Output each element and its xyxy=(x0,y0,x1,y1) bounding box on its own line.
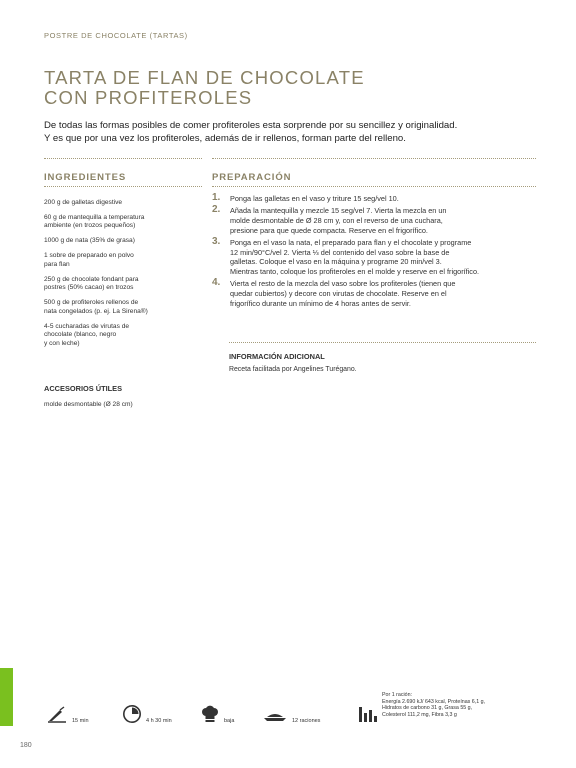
ingredient-line: 250 g de chocolate fondant para xyxy=(44,275,139,283)
nutrition-line: Por 1 ración: xyxy=(382,692,413,698)
ingredient-line: 60 g de mantequilla a temperatura xyxy=(44,213,145,221)
ingredient-line: chocolate (blanco, negro xyxy=(44,331,117,339)
page-number: 180 xyxy=(20,742,32,749)
difficulty: baja xyxy=(224,718,235,724)
ingredient-line: 500 g de profiteroles rellenos de xyxy=(44,299,139,307)
intro-text xyxy=(44,120,534,145)
ingredient-item xyxy=(44,252,194,269)
step-line: 12 min/90°C/vel 2. Vierta ⅓ del contenido del vaso sobre la base de xyxy=(230,247,450,257)
ingredient-line: para flan xyxy=(44,260,70,268)
step-line: frigorífico durante un mínimo de 4 horas antes de servir. xyxy=(230,298,411,308)
step-line: Ponga las galletas en el vaso y triture 15 seg/vel 10. xyxy=(230,194,399,203)
step-number: 1. xyxy=(212,192,221,203)
bar-chart-icon xyxy=(358,705,378,723)
chef-hat-icon xyxy=(201,705,219,723)
ingredient-line: 1000 g de nata (35% de grasa) xyxy=(44,237,135,245)
nutrition-line: Hidratos de carbono 31 g, Grasa 55 g, xyxy=(382,705,473,712)
accessories-heading: ACCESORIOS ÚTILES xyxy=(44,384,123,393)
prep-time: 15 min xyxy=(72,718,89,724)
step-number: 3. xyxy=(212,236,221,247)
ingredient-item xyxy=(44,214,194,231)
ingredient-line: y con leche) xyxy=(44,339,80,347)
clock-icon xyxy=(122,704,142,724)
green-side-bar xyxy=(0,668,13,726)
step-item xyxy=(212,206,542,235)
step-line: galletas. Coloque el vaso en la máquina y programe 20 min/vel 3. xyxy=(230,257,442,267)
ingredient-item xyxy=(44,237,194,246)
ingredient-line: postres (50% cacao) en trozos xyxy=(44,284,134,292)
ingredient-line: nata congelados (p. ej. La Sirena®) xyxy=(44,307,148,315)
ingredient-item xyxy=(44,299,194,316)
step-line: presione para que quede compacta. Reserve en el frigorífico. xyxy=(230,225,428,235)
nutrition-line: Colesterol 111,2 mg, Fibra 3,3 g xyxy=(382,711,457,718)
step-item xyxy=(212,238,542,277)
divider xyxy=(44,186,202,187)
knife-board-icon xyxy=(46,706,68,724)
servings: 12 raciones xyxy=(292,718,321,724)
additional-info-heading: INFORMACIÓN ADICIONAL xyxy=(229,352,325,361)
step-number: 4. xyxy=(212,277,221,289)
additional-info-text: Receta facilitada por Angelines Turégano. xyxy=(229,366,357,373)
nutrition-line: Energía 2.690 kJ/ 643 kcal, Proteínas 6,1 g, xyxy=(382,698,486,705)
step-line: Vierta el resto de la mezcla del vaso sobre los profiteroles (tienen que xyxy=(230,279,456,289)
divider xyxy=(229,342,536,343)
ingredient-line: ambiente (en trozos pequeños) xyxy=(44,222,136,230)
divider xyxy=(44,158,202,159)
recipe-title xyxy=(44,68,365,108)
step-line: Ponga en el vaso la nata, el preparado para flan y el chocolate y programe xyxy=(230,238,472,247)
ingredient-line: 200 g de galletas digestive xyxy=(44,199,123,206)
step-item xyxy=(212,279,542,308)
step-line: molde desmontable de Ø 28 cm y, con el reverso de una cuchara, xyxy=(230,216,443,225)
ingredient-list xyxy=(44,199,194,355)
step-number: 2. xyxy=(212,204,221,216)
ingredient-line: 4-5 cucharadas de virutas de xyxy=(44,322,130,330)
step-line: Mientras tanto, coloque los profiteroles en el molde y reserve en el frigorífico. xyxy=(230,267,480,277)
ingredients-heading: INGREDIENTES xyxy=(44,172,127,183)
divider xyxy=(212,186,536,187)
dish-icon xyxy=(263,710,287,722)
nutrition-info xyxy=(382,692,485,718)
step-line: Añada la mantequilla y mezcle 15 seg/vel 7. Vierta la mezcla en un xyxy=(230,206,447,216)
step-item xyxy=(212,194,542,204)
recipe-title-line: TARTA DE FLAN DE CHOCOLATE xyxy=(44,67,365,88)
ingredient-item xyxy=(44,323,194,349)
ingredient-item xyxy=(44,199,194,208)
recipe-title-line: CON PROFITEROLES xyxy=(44,87,253,108)
accessory-item: molde desmontable (Ø 28 cm) xyxy=(44,401,133,408)
step-line: quedar cubiertos) y decore con virutas de chocolate. Reserve en el xyxy=(230,289,447,299)
intro-line: Y es que por una vez los profiteroles, además de ir rellenos, forman parte del relleno. xyxy=(44,132,406,144)
ingredient-line: 1 sobre de preparado en polvo xyxy=(44,252,134,260)
intro-line: De todas las formas posibles de comer profiteroles esta sorprende por su sencillez y originalidad. xyxy=(44,120,458,131)
preparation-steps xyxy=(212,194,542,311)
preparation-heading: PREPARACIÓN xyxy=(212,172,292,183)
ingredient-item xyxy=(44,276,194,293)
divider xyxy=(212,158,536,159)
total-time: 4 h 30 min xyxy=(146,718,172,724)
category-label: POSTRE DE CHOCOLATE (TARTAS) xyxy=(44,31,188,40)
